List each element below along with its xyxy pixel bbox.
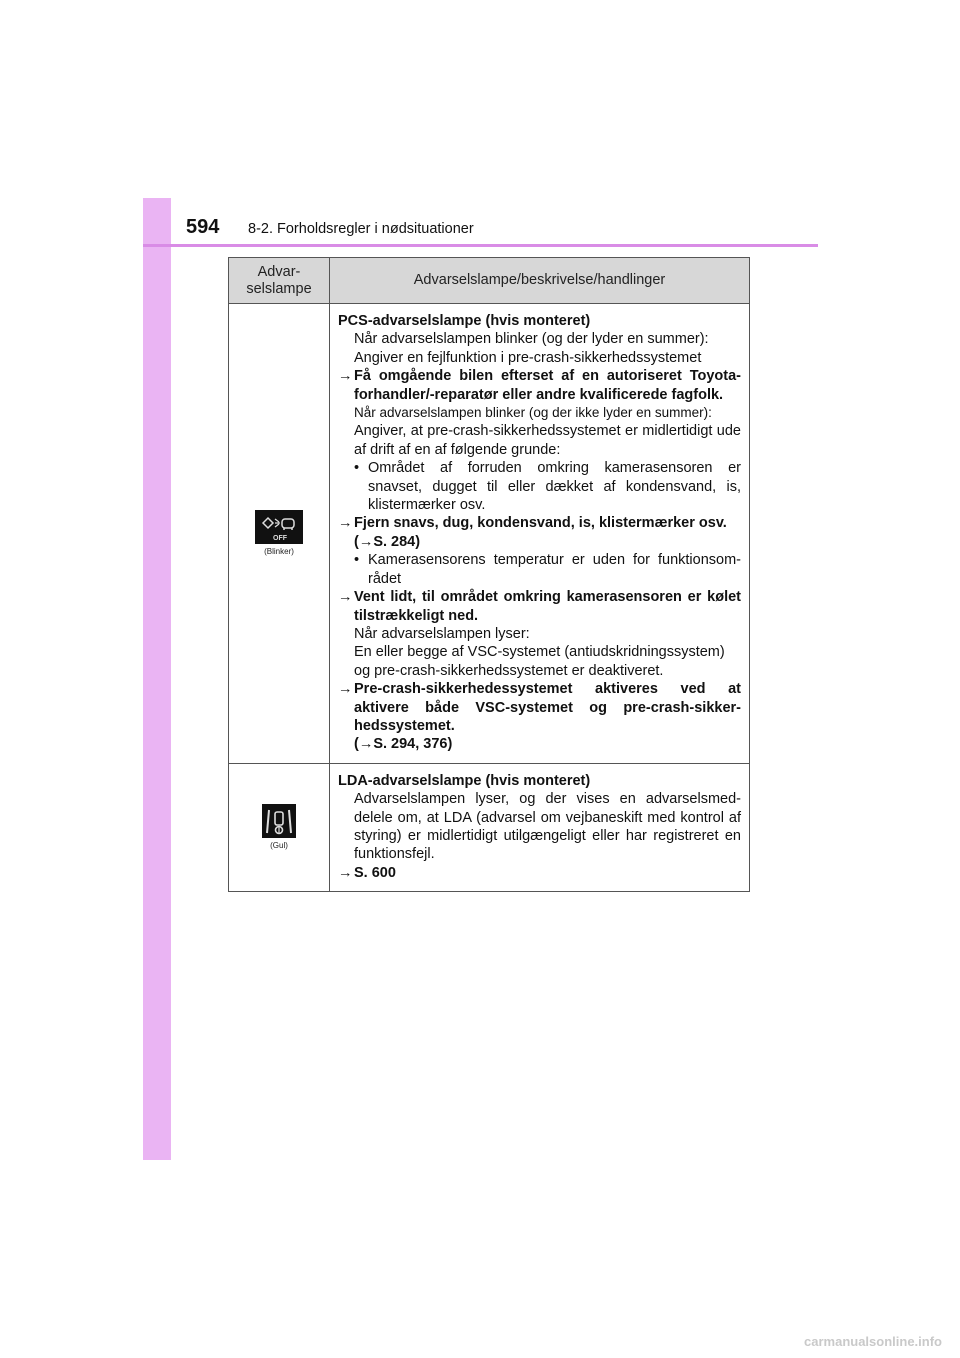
page-reference: (→S. 284): [354, 533, 421, 550]
bullet-icon: •: [354, 552, 360, 569]
arrow-icon: →: [338, 515, 353, 532]
svg-text:OFF: OFF: [273, 535, 287, 543]
description-cell: [330, 304, 750, 764]
table-header-row: [229, 258, 750, 304]
lamp-title: PCS-advarselslampe (hvis monteret): [338, 313, 591, 329]
arrow-icon: →: [338, 368, 353, 385]
bullet-icon: •: [354, 460, 360, 477]
description-text: Angiver en fejlfunktion i pre-crash-sikkerhedssystemet: [354, 349, 702, 366]
lda-warning-icon: [262, 804, 296, 838]
lamp-cell: [229, 763, 330, 891]
condition-text: Når advarselslampen lyser:: [354, 625, 530, 642]
action-item: [338, 864, 741, 882]
bullet-item: [338, 459, 741, 514]
bullet-text: Området af forruden omkring kamerasensoren er snavset, dugget til eller dækket af kondensvand, is, klistermærker osv.: [368, 460, 741, 514]
action-text: Fjern snavs, dug, kondensvand, is, klistermærker osv.: [354, 515, 727, 532]
description-text: Advarselslampen lyser, og der vises en advarselsmed-delele om, at LDA (advarsel om vejbaneskift med kontrol af styring) er midlertidigt utilgængeligt eller har registreret en funktionsfejl.: [354, 791, 741, 863]
action-text: Pre-crash-sikkerhedessystemet aktiveres ved at aktivere både VSC-systemet og pre-crash-sikker-hedssystemet.: [354, 681, 741, 734]
description-text: En eller begge af VSC-systemet (antiudskridningssystem) og pre-crash-sikkerhedssystemet er deaktiveret.: [354, 644, 725, 679]
section-title: 8-2. Forholdsregler i nødsituationer: [248, 221, 474, 237]
description-text: Angiver, at pre-crash-sikkerhedssystemet er midlertidigt ude af drift af en af følgende grunde:: [354, 423, 741, 458]
page-reference: S. 600: [354, 864, 396, 881]
header-lamp: Advar-selslampe: [229, 258, 330, 304]
action-item: [338, 680, 741, 754]
condition-text: Når advarselslampen blinker (og der lyder en summer):: [354, 331, 709, 348]
table-row: [229, 763, 750, 891]
table-row: [229, 304, 750, 764]
action-item: [338, 367, 741, 404]
bullet-text: Kamerasensorens temperatur er uden for funktionsom-rådet: [368, 552, 741, 587]
action-text: Vent lidt, til området omkring kamerasensoren er kølet tilstrækkeligt ned.: [354, 589, 741, 624]
condition-text: Når advarselslampen blinker (og der ikke lyder en summer):: [354, 405, 712, 421]
lamp-title: LDA-advarselslampe (hvis monteret): [338, 772, 591, 789]
warning-lamp-table: [228, 257, 750, 892]
pcs-off-warning-icon: [255, 510, 303, 544]
lamp-cell: [229, 304, 330, 764]
lamp-caption: (Blinker): [264, 547, 294, 557]
chapter-side-bar: [143, 198, 171, 1160]
arrow-icon: →: [338, 864, 353, 881]
description-cell: [330, 763, 750, 891]
bullet-item: [338, 551, 741, 588]
action-item: [338, 588, 741, 625]
lamp-caption: (Gul): [270, 841, 288, 851]
page-number: 594: [186, 216, 220, 238]
arrow-icon: →: [338, 589, 353, 606]
action-text: Få omgående bilen efterset af en autoriseret Toyota-forhandler/-reparatør eller andre kvalificerede fagfolk.: [354, 368, 741, 403]
watermark: carmanualsonline.info: [804, 1334, 942, 1349]
header-rule: [143, 244, 818, 247]
header-description: Advarselslampe/beskrivelse/handlinger: [330, 258, 750, 304]
page-reference: (→S. 294, 376): [354, 736, 453, 753]
arrow-icon: →: [338, 681, 353, 698]
action-item: [338, 514, 741, 551]
